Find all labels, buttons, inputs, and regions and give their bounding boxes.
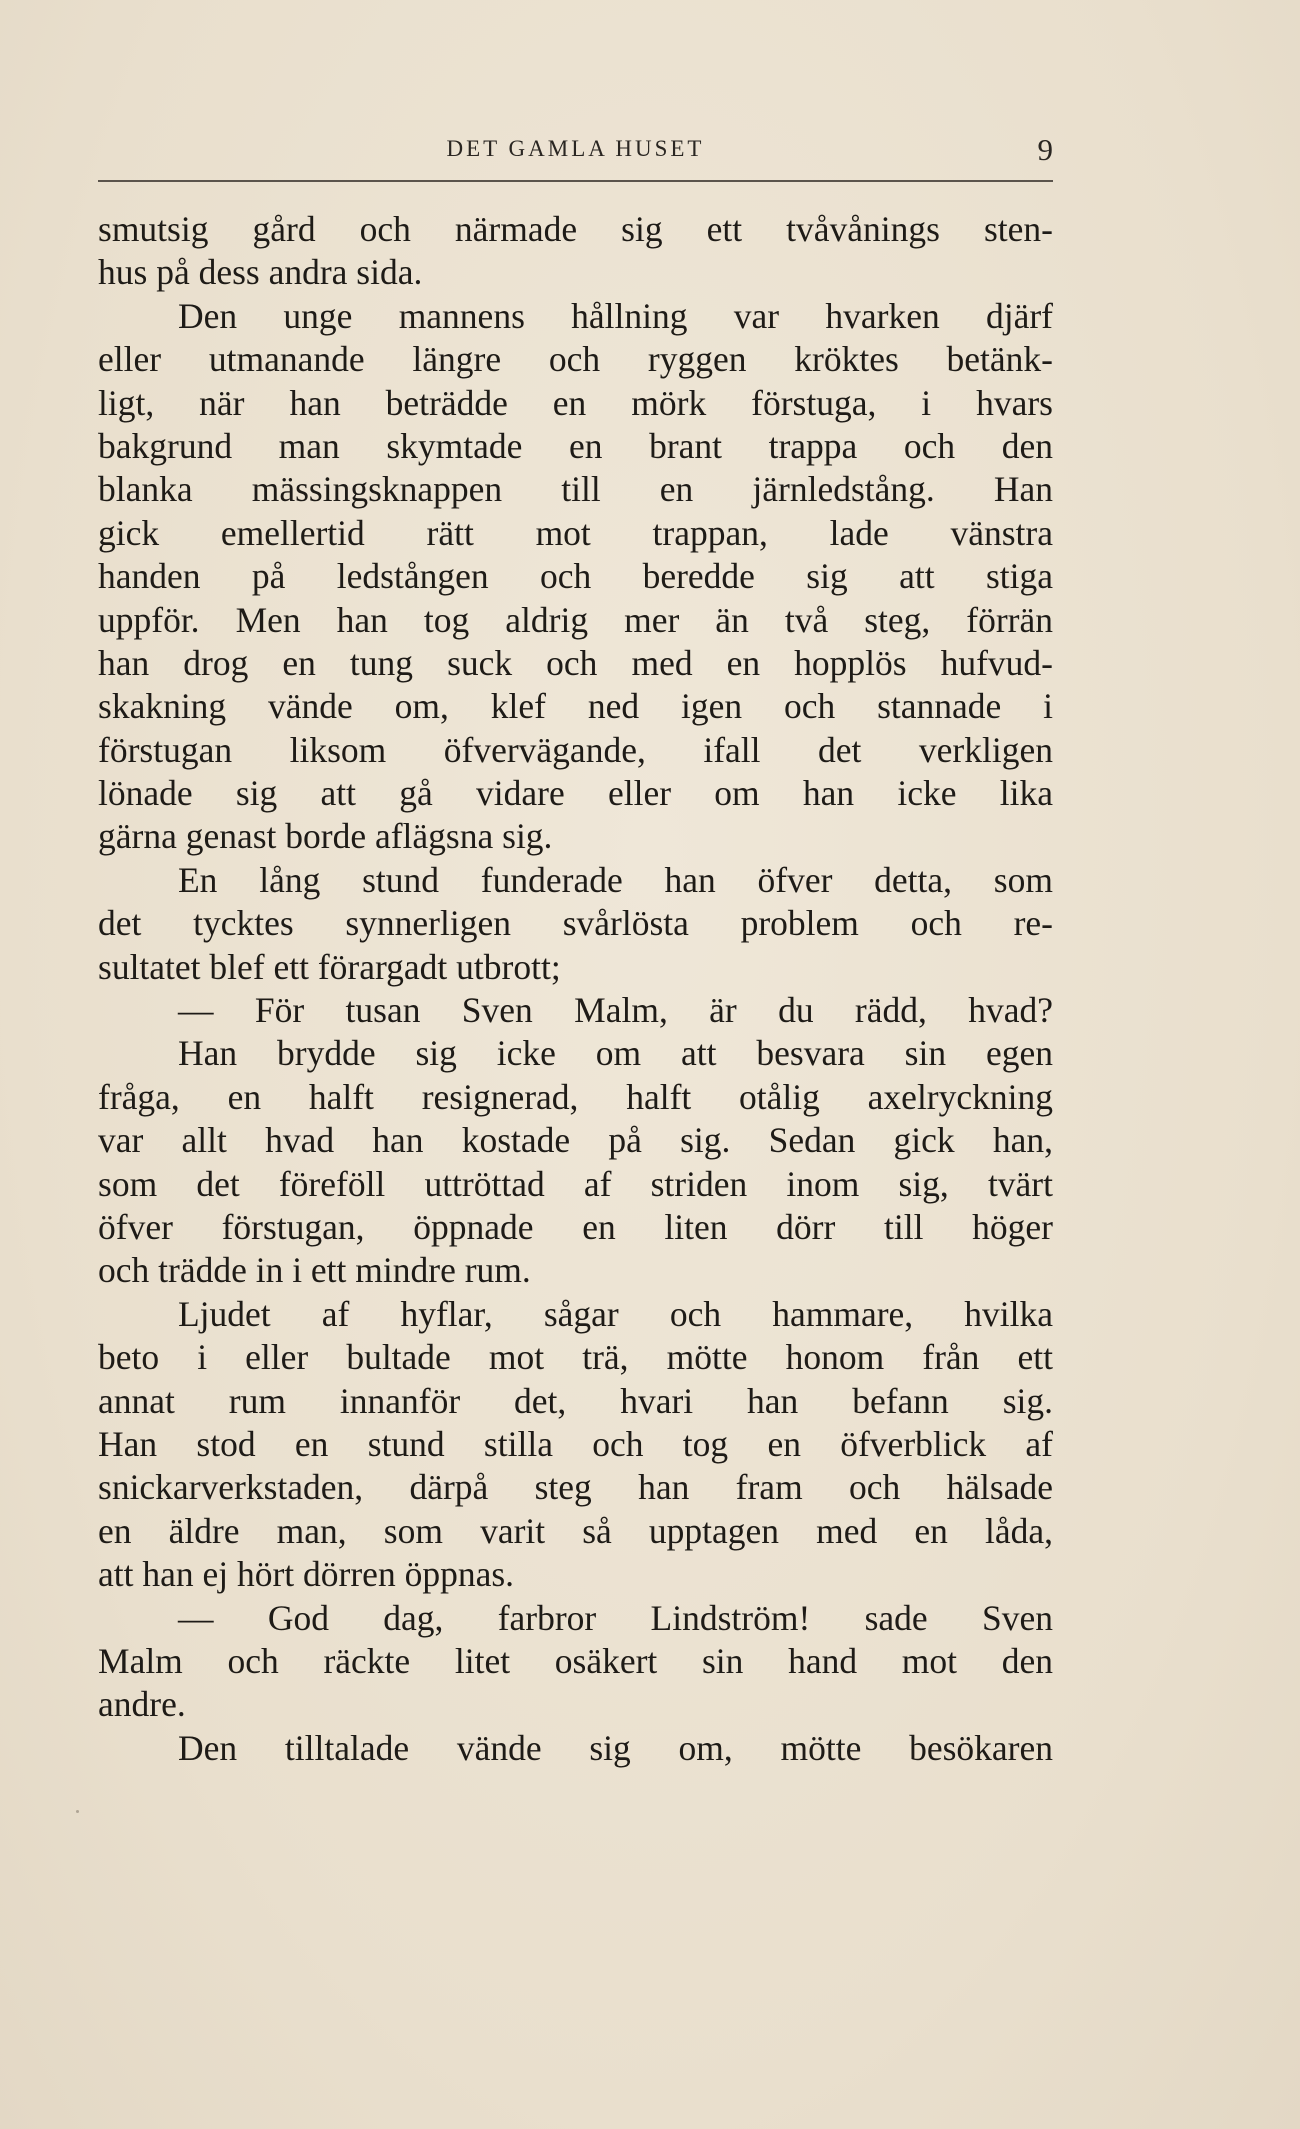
text-line: skakning vände om, klef ned igen och stannade i	[98, 686, 1053, 727]
text-line: Ljudet af hyflar, sågar och hammare, hvilka	[178, 1293, 1053, 1334]
text-line: Den tilltalade vände sig om, mötte besökaren	[178, 1727, 1053, 1768]
text-line: en äldre man, som varit så upptagen med en låda,	[98, 1510, 1053, 1551]
text-line: och trädde in i ett mindre rum.	[98, 1250, 531, 1291]
text-line: beto i eller bultade mot trä, mötte honom från ett	[98, 1337, 1053, 1378]
text-line: lönade sig att gå vidare eller om han icke lika	[98, 773, 1053, 814]
text-line: öfver förstugan, öppnade en liten dörr till höger	[98, 1206, 1053, 1247]
text-line: Han brydde sig icke om att besvara sin egen	[178, 1033, 1053, 1074]
text-line: handen på ledstången och beredde sig att stiga	[98, 556, 1053, 597]
text-line: uppför. Men han tog aldrig mer än två steg, förrän	[98, 599, 1053, 640]
text-line: ligt, när han beträdde en mörk förstuga, i hvars	[98, 382, 1053, 423]
text-line: att han ej hört dörren öppnas.	[98, 1554, 515, 1595]
text-line: bakgrund man skymtade en brant trappa och den	[98, 425, 1053, 466]
text-line: gärna genast borde aflägsna sig.	[98, 816, 553, 857]
text-line: fråga, en halft resignerad, halft otålig axelryckning	[98, 1076, 1053, 1117]
text-line: han drog en tung suck och med en hopplös hufvud-	[98, 642, 1053, 683]
text-line: som det föreföll uttröttad af striden inom sig, tvärt	[98, 1163, 1053, 1204]
text-line: var allt hvad han kostade på sig. Sedan gick han,	[98, 1120, 1053, 1161]
page-number: 9	[1037, 132, 1053, 167]
text-line: Malm och räckte litet osäkert sin hand mot den	[98, 1640, 1053, 1681]
text-line: En lång stund funderade han öfver detta, som	[178, 859, 1053, 900]
body-text	[98, 208, 1053, 1770]
text-line: smutsig gård och närmade sig ett tvåvånings sten-	[98, 209, 1053, 249]
text-line: Han stod en stund stilla och tog en öfverblick af	[98, 1423, 1053, 1464]
paper-speck	[76, 1810, 79, 1813]
running-title: DET GAMLA HUSET	[446, 136, 705, 161]
text-line: hus på dess andra sida.	[98, 252, 423, 293]
text-line: det tycktes synnerligen svårlösta problem och re-	[98, 903, 1053, 944]
text-line: sultatet blef ett förargadt utbrott;	[98, 946, 561, 987]
text-line: annat rum innanför det, hvari han befann sig.	[98, 1380, 1053, 1421]
text-line: Den unge mannens hållning var hvarken djärf	[178, 295, 1053, 336]
text-line: — För tusan Sven Malm, är du rädd, hvad?	[178, 990, 1053, 1031]
text-line: gick emellertid rätt mot trappan, lade vänstra	[98, 512, 1053, 553]
header-rule	[98, 180, 1053, 182]
text-line: blanka mässingsknappen till en järnledstång. Han	[98, 469, 1053, 510]
page-header	[98, 132, 1053, 172]
text-line: snickarverkstaden, därpå steg han fram och hälsade	[98, 1467, 1053, 1508]
text-line: — God dag, farbror Lindström! sade Sven	[178, 1597, 1053, 1638]
text-line: andre.	[98, 1684, 186, 1725]
text-line: förstugan liksom öfvervägande, ifall det verkligen	[98, 729, 1053, 770]
text-line: eller utmanande längre och ryggen kröktes betänk-	[98, 339, 1053, 380]
